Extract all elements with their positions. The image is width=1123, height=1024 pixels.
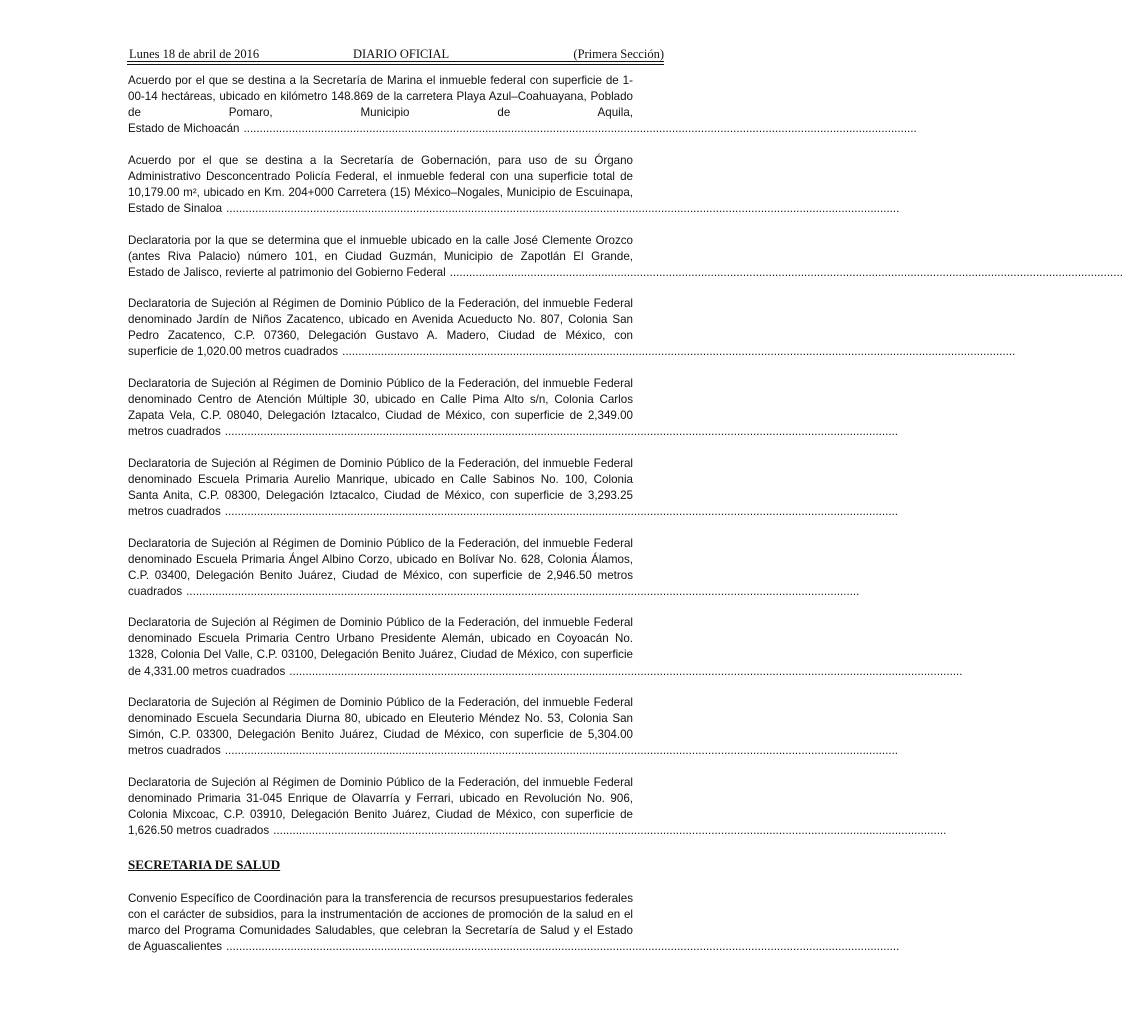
header-rule-bottom (127, 64, 664, 65)
dot-leader: ................................................................................................................................................................................................................. (186, 584, 860, 598)
entry-text-tail: Estado de Michoacán (128, 122, 240, 136)
entry-text-tail: metros cuadrados (128, 505, 221, 519)
header-publication: DIARIO OFICIAL (353, 47, 450, 61)
entry-text-tail: metros cuadrados (128, 425, 221, 439)
dot-leader: ................................................................................................................................................................................................................. (226, 940, 900, 954)
dot-leader: ................................................................................................................................................................................................................. (224, 744, 899, 758)
entry-text: Declaratoria por la que se determina que el inmueble ubicado en la calle José Clemente Orozco (antes Riva Palacio) número 101, en Ciudad Guzmán, Municipio de Zapotlán El Grande, (128, 233, 633, 263)
index-entry (128, 891, 900, 955)
entry-text-tail: metros cuadrados (128, 744, 221, 758)
entry-text: Declaratoria de Sujeción al Régimen de Dominio Público de la Federación, del inmueble Federal denominado Escuela Primaria Centro Urbano Presidente Alemán, ubicado en Coyoacán No. 1328, Colonia Del Valle, C.P. 03100, Delegación Benito Juárez, Ciudad de México, con superficie (128, 616, 633, 662)
index-entry (128, 376, 899, 440)
entry-text-tail: Estado de Sinaloa (128, 202, 223, 216)
dot-leader: ................................................................................................................................................................................................................. (243, 122, 917, 136)
entry-text: Declaratoria de Sujeción al Régimen de Dominio Público de la Federación, del inmueble Federal denominado Escuela Primaria Ángel Albino Corzo, ubicado en Bolívar No. 628, Colonia Álamos, C.P. 03400, Delegación Benito Juárez, Ciudad de México, con superficie de 2,946.50 metros (128, 536, 633, 582)
dot-leader: ................................................................................................................................................................................................................. (342, 345, 1016, 359)
dot-leader: ................................................................................................................................................................................................................. (289, 664, 963, 678)
index-entry (128, 233, 1123, 281)
entry-text: Acuerdo por el que se destina a la Secretaría de Marina el inmueble federal con superficie de 1-00-14 hectáreas, ubicado en kilómetro 148.869 de la carretera Playa Azul–Coahuayana, Poblado de Pomaro, Municipio de Aquila, (128, 74, 633, 120)
header-date: Lunes 18 de abril de 2016 (129, 47, 260, 61)
index-list (128, 73, 1123, 971)
entry-text: Declaratoria de Sujeción al Régimen de Dominio Público de la Federación, del inmueble Federal denominado Centro de Atención Múltiple 30, ubicado en Calle Pima Alto s/n, Colonia Carlos Zapata Vela, C.P. 08040, Delegación Iztacalco, Ciudad de México, con superficie de 2,349.00 (128, 376, 633, 423)
entry-text: Declaratoria de Sujeción al Régimen de Dominio Público de la Federación, del inmueble Federal denominado Primaria 31-045 Enrique de Olavarría y Ferrari, ubicado en Revolución No. 906, Colonia Mixcoac, C.P. 03910, Delegación Benito Juárez, Ciudad de México, con superficie de (128, 775, 633, 821)
entry-text-tail: cuadrados (128, 584, 183, 598)
entry-text-tail: de 4,331.00 metros cuadrados (128, 664, 286, 678)
entry-text: Declaratoria de Sujeción al Régimen de Dominio Público de la Federación, del inmueble Federal denominado Escuela Primaria Aurelio Manrique, ubicado en Calle Sabinos No. 100, Colonia Santa Anita, C.P. 08300, Delegación Iztacalco, Ciudad de México, con superficie de 3,293.25 (128, 456, 633, 502)
entry-text: Acuerdo por el que se destina a la Secretaría de Gobernación, para uso de su Órgano Administrativo Desconcentrado Policía Federal, el inmueble federal con una superficie total de 10,179.00 m², ubicado en Km. 204+000 Carretera (15) México–Nogales, Municipio de Escuinapa, (128, 153, 633, 199)
index-entry (128, 695, 899, 759)
index-entry (128, 153, 900, 217)
entry-text-tail: 1,626.50 metros cuadrados (128, 824, 270, 838)
entry-text-tail: superficie de 1,020.00 metros cuadrados (128, 345, 339, 359)
index-entry (128, 536, 860, 600)
dot-leader: ................................................................................................................................................................................................................. (224, 425, 899, 439)
entry-text-tail: Estado de Jalisco, revierte al patrimonio del Gobierno Federal (128, 265, 446, 279)
header-rule-top (127, 61, 664, 62)
dot-leader: ................................................................................................................................................................................................................. (273, 824, 947, 838)
dot-leader: ................................................................................................................................................................................................................. (226, 202, 900, 216)
dot-leader: ................................................................................................................................................................................................................. (224, 505, 899, 519)
index-entry (128, 73, 917, 137)
dot-leader: ................................................................................................................................................................................................................. (449, 265, 1123, 279)
entry-text: Declaratoria de Sujeción al Régimen de Dominio Público de la Federación, del inmueble Federal denominado Jardín de Niños Zacatenco, ubicado en Avenida Acueducto No. 807, Colonia San Pedro Zacatenco, C.P. 07360, Delegación Gustavo A. Madero, Ciudad de México, con (128, 297, 633, 343)
entry-text: Convenio Específico de Coordinación para la transferencia de recursos presupuestarios federales con el carácter de subsidios, para la instrumentación de acciones de promoción de la salud en el marco del Programa Comunidades Saludables, que celebran la Secretaría de Salud y el Estado (128, 892, 633, 938)
index-entry (128, 615, 963, 679)
header-section: (Primera Sección) (573, 47, 664, 61)
section-heading: SECRETARIA DE SALUD (128, 857, 281, 873)
index-entry (128, 456, 899, 520)
index-entry (128, 775, 947, 839)
entry-text: Declaratoria de Sujeción al Régimen de Dominio Público de la Federación, del inmueble Federal denominado Escuela Secundaria Diurna 80, ubicado en Eleuterio Méndez No. 53, Colonia San Simón, C.P. 03300, Delegación Benito Juárez, Ciudad de México, con superficie de 5,304.00 (128, 696, 633, 742)
index-entry (128, 296, 1016, 360)
entry-text-tail: de Aguascalientes (128, 940, 223, 954)
